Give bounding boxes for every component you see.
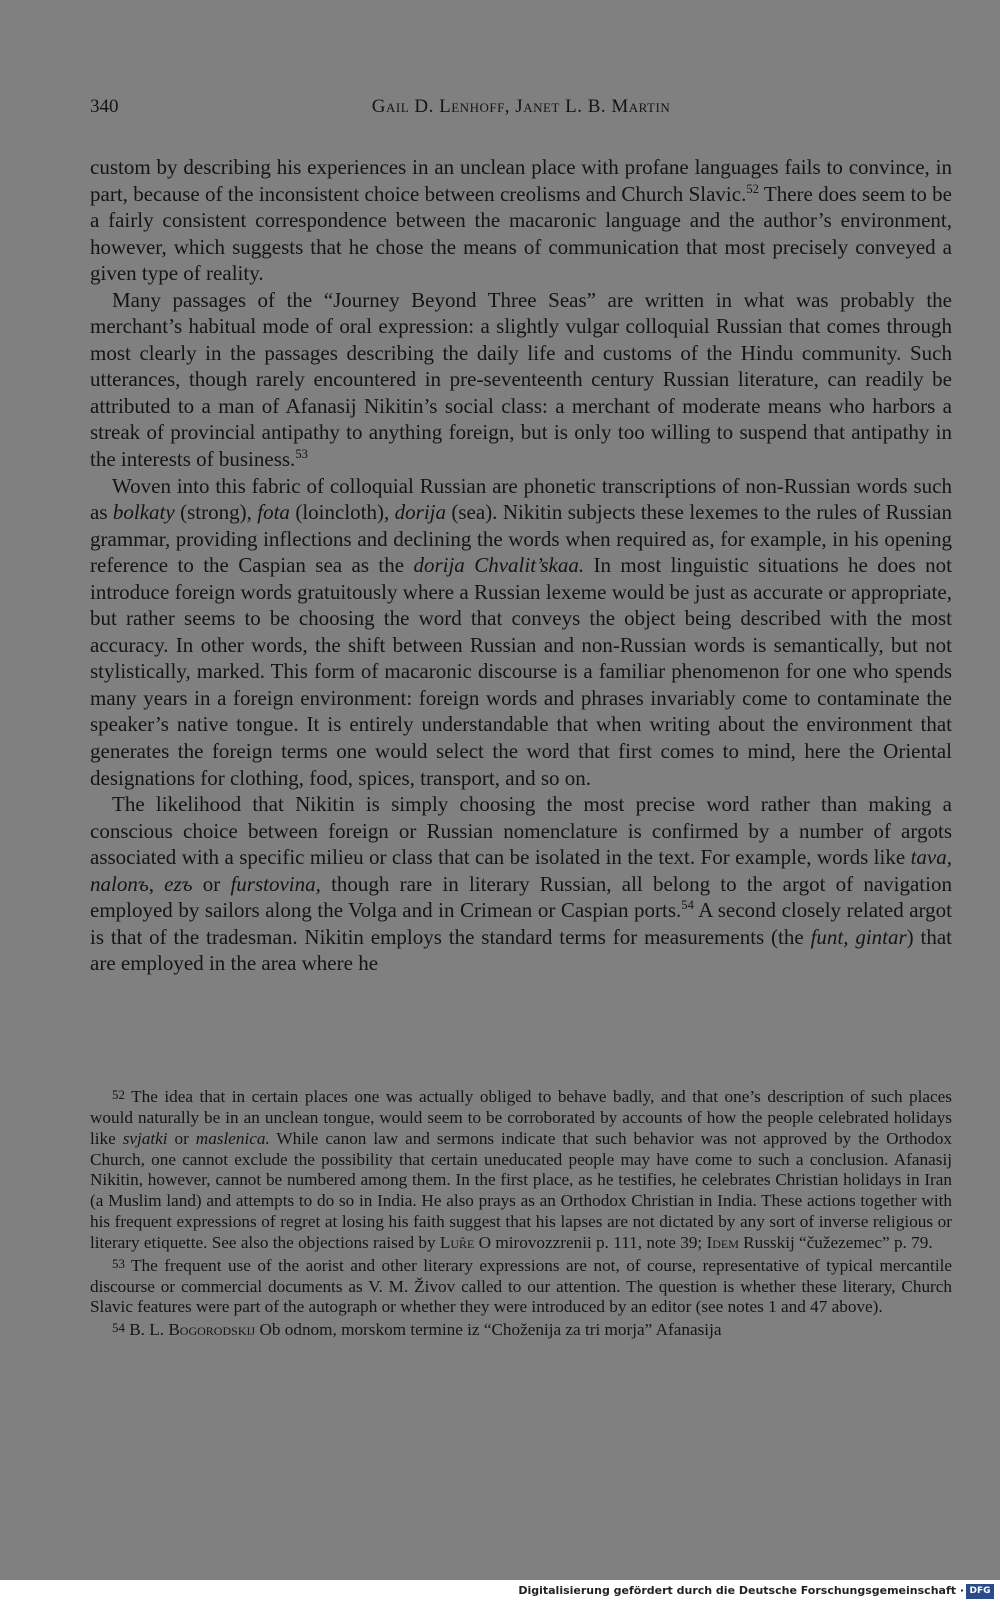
- text-run: A second closely related argot is that of the tradesman. Nikitin employs the standard terms for measurements (the: [90, 898, 952, 949]
- page-number: 340: [90, 96, 119, 117]
- footnote-number: 53: [112, 1256, 125, 1271]
- italic-term: dorija Chvalit’skaa.: [413, 553, 585, 578]
- running-head: [90, 96, 952, 126]
- author-name: Idem: [706, 1232, 739, 1252]
- italic-term: funt, gintar: [810, 924, 907, 949]
- text-run: The idea that in certain places one was actually obliged to behave badly, and that one’s description of such places would naturally be in an unclean tongue, would seem to be corroborated by accounts of how the people celebrated holidays like: [90, 1087, 952, 1148]
- author-name: Bogorodskij: [168, 1320, 256, 1340]
- footnote-ref: 53: [295, 446, 308, 461]
- footnotes: [90, 1085, 952, 1341]
- italic-term: fota: [257, 500, 290, 525]
- footnote-number: 52: [112, 1088, 125, 1102]
- text-run: Ob odnom, morskom termine iz “Choženija za tri morja” Afanasija: [255, 1320, 722, 1340]
- text-run: B. L.: [124, 1320, 169, 1340]
- text-run: The frequent use of the aorist and other literary expressions are not, of course, representative of typical mercantile discourse or commercial documents as V. M. Živov called to our attention. The question is whether these literary, Church Slavic features were part of the autograph or whether they were introduced by an editor (see notes 1 and 47 above).: [90, 1255, 952, 1317]
- text-run: There does seem to be a fairly consistent correspondence between the macaronic language and the author’s environment, however, which suggests that he chose the means of communication that most precisely conveyed a given type of reality.: [90, 181, 952, 286]
- text-run: (sea). Nikitin subjects these lexemes to the rules of Russian grammar, providing inflections and declining the words when required as, for example, in his opening reference to the Caspian sea as the: [90, 500, 952, 578]
- running-head-authors: Gail D. Lenhoff, Janet L. B. Martin: [371, 96, 671, 117]
- italic-term: tava, nalonъ, ezъ: [90, 845, 952, 896]
- italic-term: maslenica.: [195, 1128, 270, 1148]
- italic-term: bolkaty: [112, 500, 175, 525]
- text-run: Many passages of the “Journey Beyond Three Seas” are written in what was probably the merchant’s habitual mode of oral expression: a slightly vulgar colloquial Russian that comes through most clearly in the passages describing the daily life and customs of the Hindu community. Such utterances, though rarely encountered in pre-seventeenth century Russian literature, can readily be attributed to a man of Afanasij Nikitin’s social class: a merchant of moderate means who harbors a streak of provincial antipathy to anything foreign, but is only too willing to suspend that antipathy in the interests of business.: [90, 287, 952, 472]
- paragraph: [90, 473, 952, 792]
- text-run: The likelihood that Nikitin is simply choosing the most precise word rather than making a conscious choice between foreign or Russian nomenclature is confirmed by a number of argots associated with a specific milieu or class that can be isolated in the text. For example, words like: [90, 792, 952, 870]
- text-run: (strong),: [174, 500, 258, 525]
- main-text: [90, 154, 952, 977]
- paragraph: [90, 154, 952, 287]
- text-run: Woven into this fabric of colloquial Russian are phonetic transcriptions of non-Russian words such as: [90, 473, 952, 525]
- funding-credit: Digitalisierung gefördert durch die Deutsche Forschungsgemeinschaft ·: [518, 1584, 964, 1597]
- author-name: Lur̂e: [439, 1232, 475, 1252]
- text-run: or: [167, 1128, 196, 1148]
- italic-term: dorija: [394, 500, 446, 525]
- text-run: though rare in literary Russian, all belong to the argot of navigation employed by sailors along the Volga and in Crimean or Caspian ports.: [90, 871, 952, 923]
- text-run: ) that are employed in the area where he: [90, 924, 952, 976]
- footnote-ref: 52: [746, 181, 759, 196]
- footnote-number: 54: [112, 1321, 125, 1336]
- footnote-54: [90, 1318, 952, 1341]
- footnote-53: [90, 1254, 952, 1319]
- text-run: Russkij “čužezemec” p. 79.: [738, 1232, 933, 1252]
- italic-term: furstovina,: [230, 871, 321, 896]
- italic-term: svjatki: [122, 1128, 168, 1148]
- footnote-ref: 54: [681, 898, 694, 913]
- paragraph: [90, 287, 952, 473]
- paragraph: [90, 791, 952, 977]
- text-run: (loincloth),: [289, 500, 395, 525]
- digitization-footer: [0, 1580, 1000, 1604]
- text-run: While canon law and sermons indicate that such behavior was not approved by the Orthodox Church, one cannot exclude the possibility that certain uneducated people may have come to such a conclusion. Afanasij Nikitin, however, cannot be numbered among them. In the first place, as he testifies, he celebrates Christian holidays in Iran (a Muslim land) and attempts to do so in India. He also prays as an Orthodox Christian in India. These actions together with his frequent expressions of regret at losing his faith suggest that his lapses are not dictated by any sort of inverse religious or literary etiquette. See also the objections raised by: [90, 1128, 953, 1252]
- text-run: In most linguistic situations he does not introduce foreign words gratuitously where a Russian lexeme would be just as accurate or appropriate, but rather seems to be choosing the word that conveys the object being described with the most accuracy. In other words, the shift between Russian and non-Russian words is semantically, but not stylistically, marked. This form of macaronic discourse is a familiar phenomenon for one who spends many years in a foreign environment: foreign words and phrases invariably come to contaminate the speaker’s native tongue. It is entirely understandable that when writing about the environment that generates the foreign terms one would select the word that first comes to mind, here the Oriental designations for clothing, food, spices, transport, and so on.: [90, 553, 953, 790]
- text-run: custom by describing his experiences in an unclean place with profane languages fails to convince, in part, because of the inconsistent choice between creolisms and Church Slavic.: [90, 155, 952, 206]
- text-run: or: [192, 871, 231, 896]
- dfg-logo: DFG: [966, 1584, 994, 1599]
- text-run: O mirovozzrenii p. 111, note 39;: [474, 1232, 707, 1252]
- footnote-52: [90, 1085, 952, 1254]
